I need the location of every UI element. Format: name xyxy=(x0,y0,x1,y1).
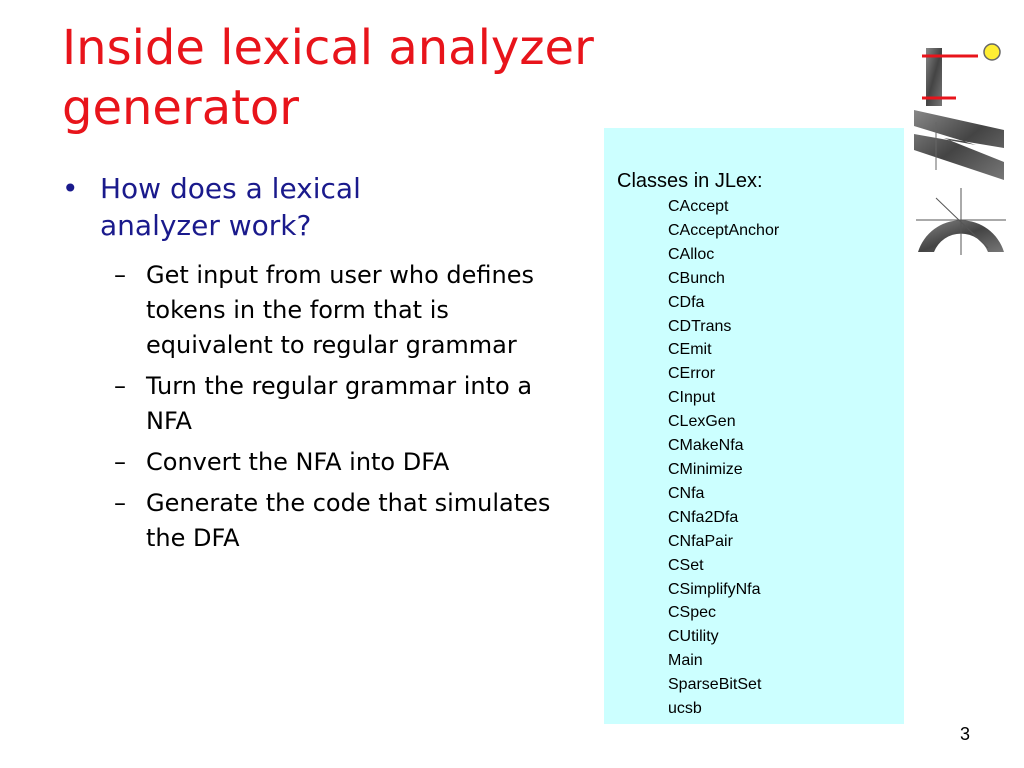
class-item: CAlloc xyxy=(668,245,715,263)
dash-marker: – xyxy=(114,448,126,476)
class-item: CAccept xyxy=(668,198,729,215)
class-item: CInput xyxy=(668,389,716,407)
class-item: CUtility xyxy=(668,628,719,646)
iaic-logo xyxy=(906,30,1016,260)
title-line-2: generator xyxy=(62,80,300,136)
class-item: CDTrans xyxy=(668,317,732,335)
sub-bullet-text: Turn the regular grammar into a NFA xyxy=(146,372,533,435)
logo-axis-diagonal xyxy=(936,198,988,248)
classes-list xyxy=(668,195,779,721)
class-item: CAcceptAnchor xyxy=(668,221,780,239)
sub-bullet-item xyxy=(114,369,554,439)
class-item: CNfaPair xyxy=(668,532,733,550)
bullet-marker: • xyxy=(62,172,79,205)
class-item: Main xyxy=(668,652,703,670)
class-item: CSimplifyNfa xyxy=(668,580,761,598)
dash-marker: – xyxy=(114,489,126,517)
sub-bullet-text: Get input from user who defines tokens in the form that is equivalent to regular grammar xyxy=(146,261,534,359)
slide-title xyxy=(62,18,762,138)
class-item: CLexGen xyxy=(668,413,736,431)
class-item: CError xyxy=(668,365,716,383)
class-item: ucsb xyxy=(668,700,702,718)
class-item: SparseBitSet xyxy=(668,676,762,694)
logo-dot xyxy=(984,44,1000,60)
sub-bullet-item xyxy=(114,486,554,556)
page-number: 3 xyxy=(959,724,970,744)
class-item: CEmit xyxy=(668,341,712,359)
dash-marker: – xyxy=(114,261,126,289)
class-item: CMinimize xyxy=(668,460,743,478)
logo-a-shape xyxy=(914,110,1004,180)
sub-bullet-item xyxy=(114,258,554,363)
dash-marker: – xyxy=(114,372,126,400)
sub-bullet-list xyxy=(114,258,554,562)
class-item: CBunch xyxy=(668,269,725,287)
class-item: CNfa xyxy=(668,484,705,502)
class-item: CMakeNfa xyxy=(668,437,744,455)
class-item: CNfa2Dfa xyxy=(668,508,739,526)
sub-bullet-item xyxy=(114,445,554,480)
logo-graphic xyxy=(906,30,1016,260)
sub-bullet-text: Generate the code that simulates the DFA xyxy=(146,489,551,552)
main-bullet-text: How does a lexical analyzer work? xyxy=(100,172,361,242)
main-bullet xyxy=(62,170,442,244)
class-item: CDfa xyxy=(668,293,705,311)
sub-bullet-text: Convert the NFA into DFA xyxy=(146,448,450,476)
class-item: CSet xyxy=(668,556,704,574)
title-line-1: Inside lexical analyzer xyxy=(62,20,594,76)
class-item: CSpec xyxy=(668,604,717,622)
jlex-classes-box xyxy=(604,128,904,724)
classes-heading: Classes in JLex: xyxy=(617,170,763,192)
